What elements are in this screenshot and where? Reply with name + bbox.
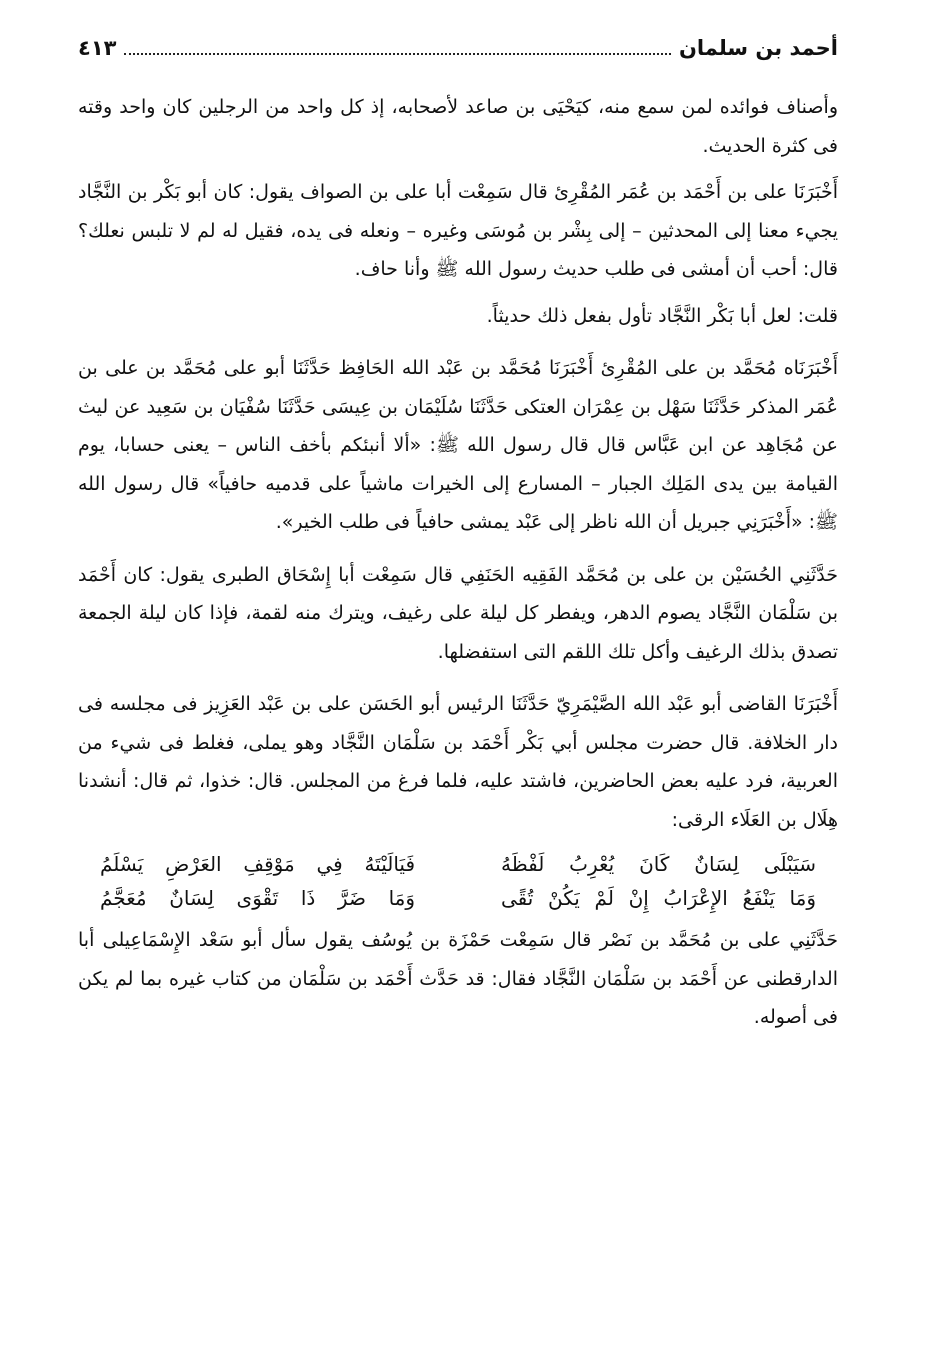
running-title: أحمد بن سلمان [678,36,838,60]
poem [78,847,838,915]
verse-1-first-hemistich: سَيَبْلَى لِسَانٌ كَانَ يُعْرِبُ لَفْظَهُ [500,852,816,876]
paragraph-3: قلت: لعل أبا بَكْر النَّجَّاد تأول بفعل ذلك حديثاً. [486,304,838,327]
verse-2-second-hemistich: وَمَا ضَرَّ ذَا تَقْوَى لِسَانٌ مُعَجَّمُ [100,886,416,910]
poem-verse-1 [78,847,838,881]
paragraph-final: حَدَّثَنِي على بن مُحَمَّد بن نَصْر قال سَمِعْت حَمْزَة بن يُوسُف يقول سأل أبو سَعْد الإِسْمَاعِيلى أبا الدارقطنى عن أَحْمَد بن سَلْمَان النَّجَّاد فقال: قد حَدَّث أَحْمَد بن سَلْمَان من كتاب غيره بما لم يكن فى أصوله. [78,929,838,1028]
paragraph-4: أَخْبَرَنَاه مُحَمَّد بن على المُقْرِئ أَخْبَرَنَا مُحَمَّد بن عَبْد الله الحَافِظ حَدَّثَنَا أبو على مُحَمَّد بن على بن عُمَر المذكر حَدَّثَنَا سَهْل بن عِمْرَان العتكى حَدَّثَنَا سُلَيْمَان بن عِيسَى حَدَّثَنَا سُفْيَان بن سَعِيد عن ليث عن مُجَاهِد عن ابن عَبَّاس قال قال رسول الله ﷺ: «ألا أنبئكم بأخف الناس – يعنى حسابا، يوم القيامة بين يدى المَلِك الجبار – المسارع إلى الخيرات ماشياً على قدميه حافياً» قال رسول الله ﷺ: «أَخْبَرَنِي جبريل أن الله ناظر إلى عَبْد يمشى حافياً فى طلب الخير». [78,357,838,533]
book-page [78,36,838,1045]
verse-2-first-hemistich: وَمَا يَنْفَعُ الإِعْرَابُ إِنْ لَمْ يَكُنْ تُقًى [500,886,816,910]
paragraph-6: أَخْبَرَنَا القاضى أبو عَبْد الله الصَّيْمَرِيّ حَدَّثَنَا الرئيس أبو الحَسَن على بن عَبْد العَزِيز فى مجلسه فى دار الخلافة. قال حضرت مجلس أبي بَكْر أَحْمَد بن سَلْمَان النَّجَّاد وهو يملى، فغلط فى شيء من العربية، فرد عليه بعض الحاضرين، فاشتد عليه، فلما فرغ من المجلس. قال: خذوا، ثم قال: أنشدنا هِلَال بن العَلَاء الرقى: [78,693,838,831]
verse-1-second-hemistich: فَيَالَيْتَهُ فِي مَوْقِفِ العَرْضِ يَسْلَمُ [100,852,416,876]
paragraph-2: أَخْبَرَنَا على بن أَحْمَد بن عُمَر المُقْرِئ قال سَمِعْت أبا على بن الصواف يقول: كان أبو بَكْر بن النَّجَّاد يجيء معنا إلى المحدثين – إلى بِشْر بن مُوسَى وغيره – ونعله فى يده، فقيل له لم لا تلبس نعلك؟ قال: أحب أن أمشى فى طلب حديث رسول الله ﷺ وأنا حاف. [78,181,838,280]
paragraph-1: وأصناف فوائده لمن سمع منه، كيَحْيَى بن صاعد لأصحابه، إذ كل واحد من الرجلين كان واحد وقته فى كثرة الحديث. [78,96,838,157]
header-leader-dots [124,53,670,55]
poem-verse-2 [78,881,838,915]
page-header [78,36,838,88]
page-number: ٤١٣ [78,36,117,60]
paragraph-5: حَدَّثَنِي الحُسَيْن بن على بن مُحَمَّد الفَقِيه الحَنَفِي قال سَمِعْت أبا إِسْحَاق الطبرى يقول: كان أَحْمَد بن سَلْمَان النَّجَّاد يصوم الدهر، ويفطر كل ليلة على رغيف، ويترك منه لقمة، فإذا كان ليلة الجمعة تصدق بذلك الرغيف وأكل تلك اللقم التى استفضلها. [78,563,838,663]
